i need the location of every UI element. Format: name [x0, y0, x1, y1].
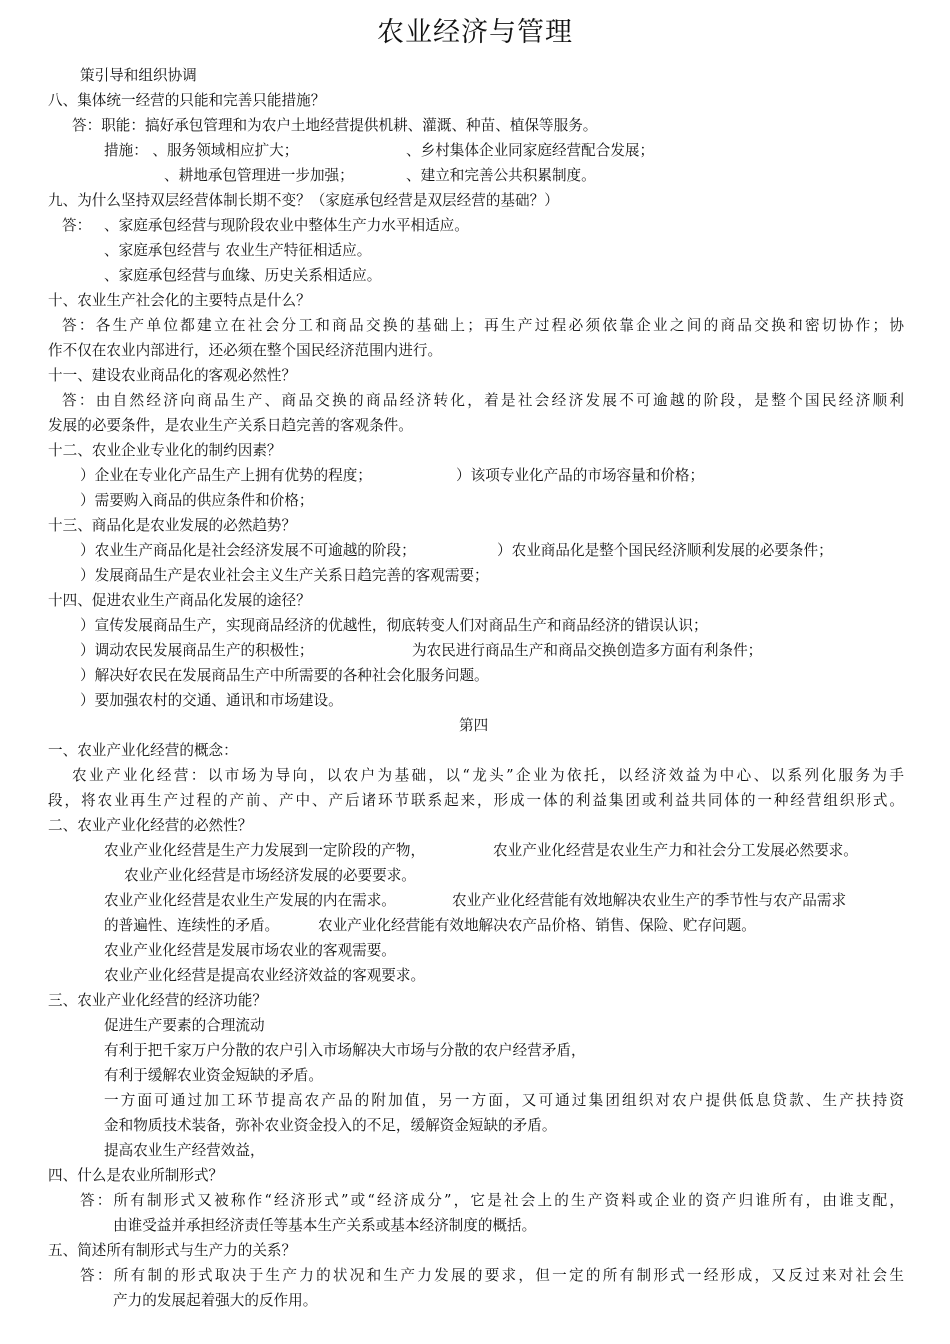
- point-item: 金和物质技术装备，弥补农业资金投入的不足，缓解资金短缺的矛盾。: [104, 1117, 557, 1134]
- point-item: 农业产业化经营是提高农业经济效益的客观要求。: [104, 967, 426, 984]
- answer-item: 、家庭承包经营与现阶段农业中整体生产力水平相适应。: [104, 217, 469, 234]
- definition-line: 段，将农业再生产过程的产前、产中、产后诸环节联系起来，形成一体的利益集团或利益共同体的一种经营组织形式。: [48, 792, 904, 809]
- point-item: 提高农业生产经营效益，: [104, 1142, 265, 1159]
- answer-line: 答：所有制形式又被称作“经济形式”或“经济成分”，它是社会上的生产资料或企业的资产归谁所有，由谁支配，: [80, 1192, 904, 1209]
- document-title: 农业经济与管理: [377, 17, 573, 48]
- list-item: ）企业在专业化产品生产上拥有优势的程度；: [80, 467, 372, 484]
- question-heading: 十、农业生产社会化的主要特点是什么？: [48, 292, 311, 309]
- list-item: ）农业生产商品化是社会经济发展不可逾越的阶段；: [80, 542, 416, 559]
- answer-line: 答：所有制的形式取决于生产力的状况和生产力发展的要求，但一定的所有制形式一经形成，又反过来对社会生: [80, 1267, 904, 1284]
- question-heading: 三、农业产业化经营的经济功能？: [48, 992, 267, 1009]
- list-item: ）发展商品生产是农业社会主义生产关系日趋完善的客观需要；: [80, 567, 489, 584]
- point-item: 一方面可通过加工环节提高农产品的附加值，另一方面，又可通过集团组织对农户提供低息贷款、生产扶持资: [104, 1092, 904, 1109]
- point-item: 促进生产要素的合理流动: [104, 1017, 265, 1034]
- answer-label: 答：: [62, 217, 92, 234]
- list-item: ）需要购入商品的供应条件和价格；: [80, 492, 314, 509]
- list-item: 为农民进行商品生产和商品交换创造多方面有利条件；: [412, 642, 763, 659]
- measure-item: 、耕地承包管理进一步加强；: [164, 167, 354, 184]
- list-item: ）要加强农村的交通、通讯和市场建设。: [80, 692, 343, 709]
- question-heading: 一、农业产业化经营的概念：: [48, 742, 238, 759]
- point-item: 有利于缓解农业资金短缺的矛盾。: [104, 1067, 323, 1084]
- point-item: 农业产业化经营能有效地解决农产品价格、销售、保险、贮存问题。: [318, 917, 756, 934]
- answer-line: 发展的必要条件，是农业生产关系日趋完善的客观条件。: [48, 417, 413, 434]
- measure-item: 、建立和完善公共积累制度。: [406, 167, 596, 184]
- measure-item: 、乡村集体企业同家庭经营配合发展；: [406, 142, 655, 159]
- point-item: 农业产业化经营是市场经济发展的必要要求。: [124, 867, 416, 884]
- answer-line: 答：各生产单位都建立在社会分工和商品交换的基础上；再生产过程必须依靠企业之间的商品交换和密切协作；协: [62, 317, 904, 334]
- text-line: 策引导和组织协调: [80, 67, 197, 84]
- question-heading: 八、集体统一经营的只能和完善只能措施？: [48, 92, 326, 109]
- answer-line: 作不仅在农业内部进行，还必须在整个国民经济范围内进行。: [48, 342, 443, 359]
- question-heading: 四、什么是农业所制形式？: [48, 1167, 224, 1184]
- answer-line: 产力的发展起着强大的反作用。: [113, 1292, 318, 1309]
- question-heading: 十一、建设农业商品化的客观必然性？: [48, 367, 297, 384]
- question-heading: 五、简述所有制形式与生产力的关系？: [48, 1242, 297, 1259]
- measure-item: 措施： 、服务领域相应扩大；: [104, 142, 299, 159]
- question-heading: 十三、商品化是农业发展的必然趋势？: [48, 517, 297, 534]
- answer-line: 答：职能：搞好承包管理和为农户土地经营提供机耕、灌溉、种苗、植保等服务。: [72, 117, 598, 134]
- list-item: ）调动农民发展商品生产的积极性；: [80, 642, 314, 659]
- point-item: 有利于把千家万户分散的农户引入市场解决大市场与分散的农户经营矛盾，: [104, 1042, 586, 1059]
- point-item: 农业产业化经营是生产力发展到一定阶段的产物，: [104, 842, 426, 859]
- question-heading: 十四、促进农业生产商品化发展的途径？: [48, 592, 311, 609]
- list-item: ）农业商品化是整个国民经济顺利发展的必要条件；: [497, 542, 833, 559]
- question-heading: 十二、农业企业专业化的制约因素？: [48, 442, 282, 459]
- question-heading: 九、为什么坚持双层经营体制长期不变？（家庭承包经营是双层经营的基础？）: [48, 192, 559, 209]
- point-item: 的普遍性、连续性的矛盾。: [104, 917, 280, 934]
- list-item: ）该项专业化产品的市场容量和价格；: [456, 467, 705, 484]
- answer-item: 、家庭承包经营与血缘、历史关系相适应。: [104, 267, 382, 284]
- answer-line: 由谁受益并承担经济责任等基本生产关系或基本经济制度的概括。: [113, 1217, 537, 1234]
- answer-line: 答：由自然经济向商品生产、商品交换的商品经济转化，着是社会经济发展不可逾越的阶段，是整个国民经济顺利: [62, 392, 904, 409]
- question-heading: 二、农业产业化经营的必然性？: [48, 817, 253, 834]
- point-item: 农业产业化经营能有效地解决农业生产的季节性与农产品需求: [452, 892, 847, 909]
- list-item: ）解决好农民在发展商品生产中所需要的各种社会化服务问题。: [80, 667, 489, 684]
- point-item: 农业产业化经营是发展市场农业的客观需要。: [104, 942, 396, 959]
- definition-line: 农业产业化经营：以市场为导向，以农户为基础，以“龙头”企业为依托，以经济效益为中心、以系列化服务为手: [72, 767, 904, 784]
- chapter-heading: 第四: [459, 717, 489, 734]
- point-item: 农业产业化经营是农业生产力和社会分工发展必然要求。: [493, 842, 858, 859]
- answer-item: 、家庭承包经营与 农业生产特征相适应。: [104, 242, 372, 259]
- list-item: ）宣传发展商品生产，实现商品经济的优越性，彻底转变人们对商品生产和商品经济的错误认识；: [80, 617, 708, 634]
- point-item: 农业产业化经营是农业生产发展的内在需求。: [104, 892, 396, 909]
